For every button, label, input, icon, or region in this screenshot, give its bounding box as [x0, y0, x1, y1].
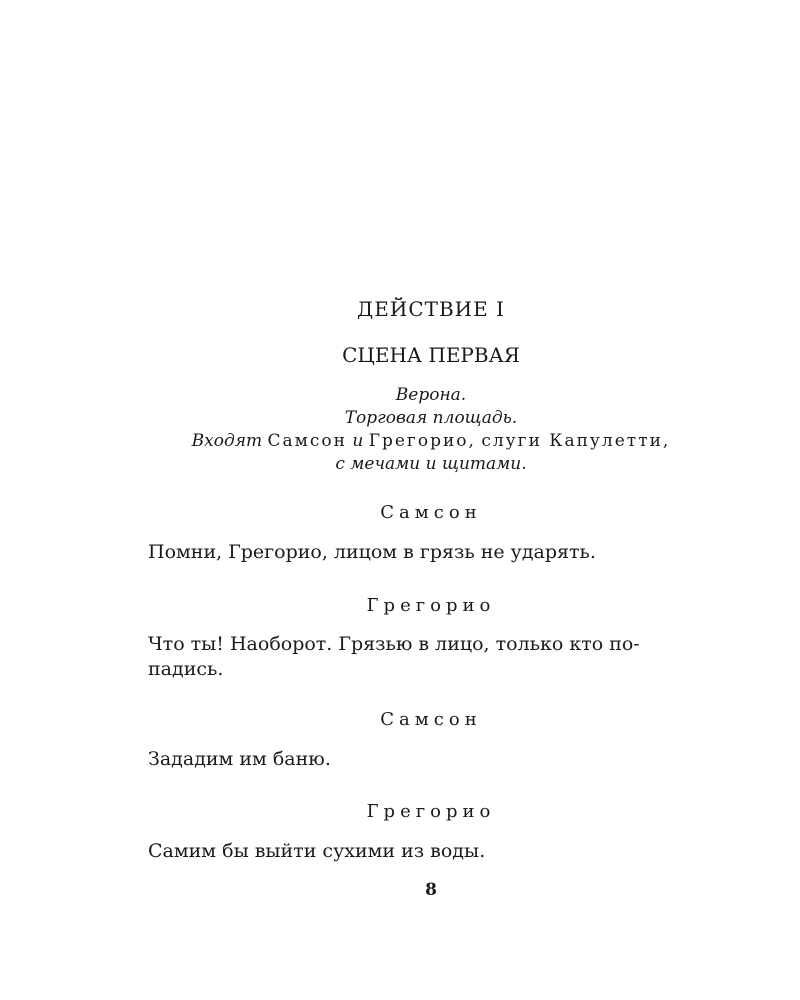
stage-direction-props: с мечами и щитами. — [335, 454, 527, 474]
stage-word-enter: Входят — [191, 431, 263, 451]
speaker-name: Самсон — [380, 709, 482, 730]
dialogue-line: Что ты! Наоборот. Грязью в лицо, только кто по- — [148, 633, 640, 655]
stage-direction-place: Верона. — [395, 385, 467, 405]
speaker-name: Грегорио — [366, 801, 496, 822]
dialogue-line: Помни, Грегорио, лицом в грязь не ударять. — [148, 541, 596, 563]
stage-character-samson: Самсон — [267, 431, 347, 451]
act-title: ДЕЙСТВИЕ I — [357, 297, 505, 321]
speaker-name: Самсон — [380, 502, 482, 523]
dialogue-line: Самим бы выйти сухими из воды. — [148, 840, 486, 862]
stage-direction-entrance — [148, 429, 714, 453]
stage-word-and: и — [352, 431, 364, 451]
dialogue-line-continuation: падись. — [148, 658, 224, 680]
stage-servants: слуги Капулетти, — [481, 431, 671, 451]
stage-character-gregorio: Грегорио, — [368, 431, 476, 451]
book-page — [148, 0, 714, 1000]
page-number: 8 — [425, 880, 437, 900]
speaker-name: Грегорио — [366, 595, 496, 616]
stage-direction-location: Торговая площадь. — [344, 408, 518, 428]
dialogue-line: Зададим им баню. — [148, 748, 331, 770]
scene-title: СЦЕНА ПЕРВАЯ — [342, 343, 520, 367]
